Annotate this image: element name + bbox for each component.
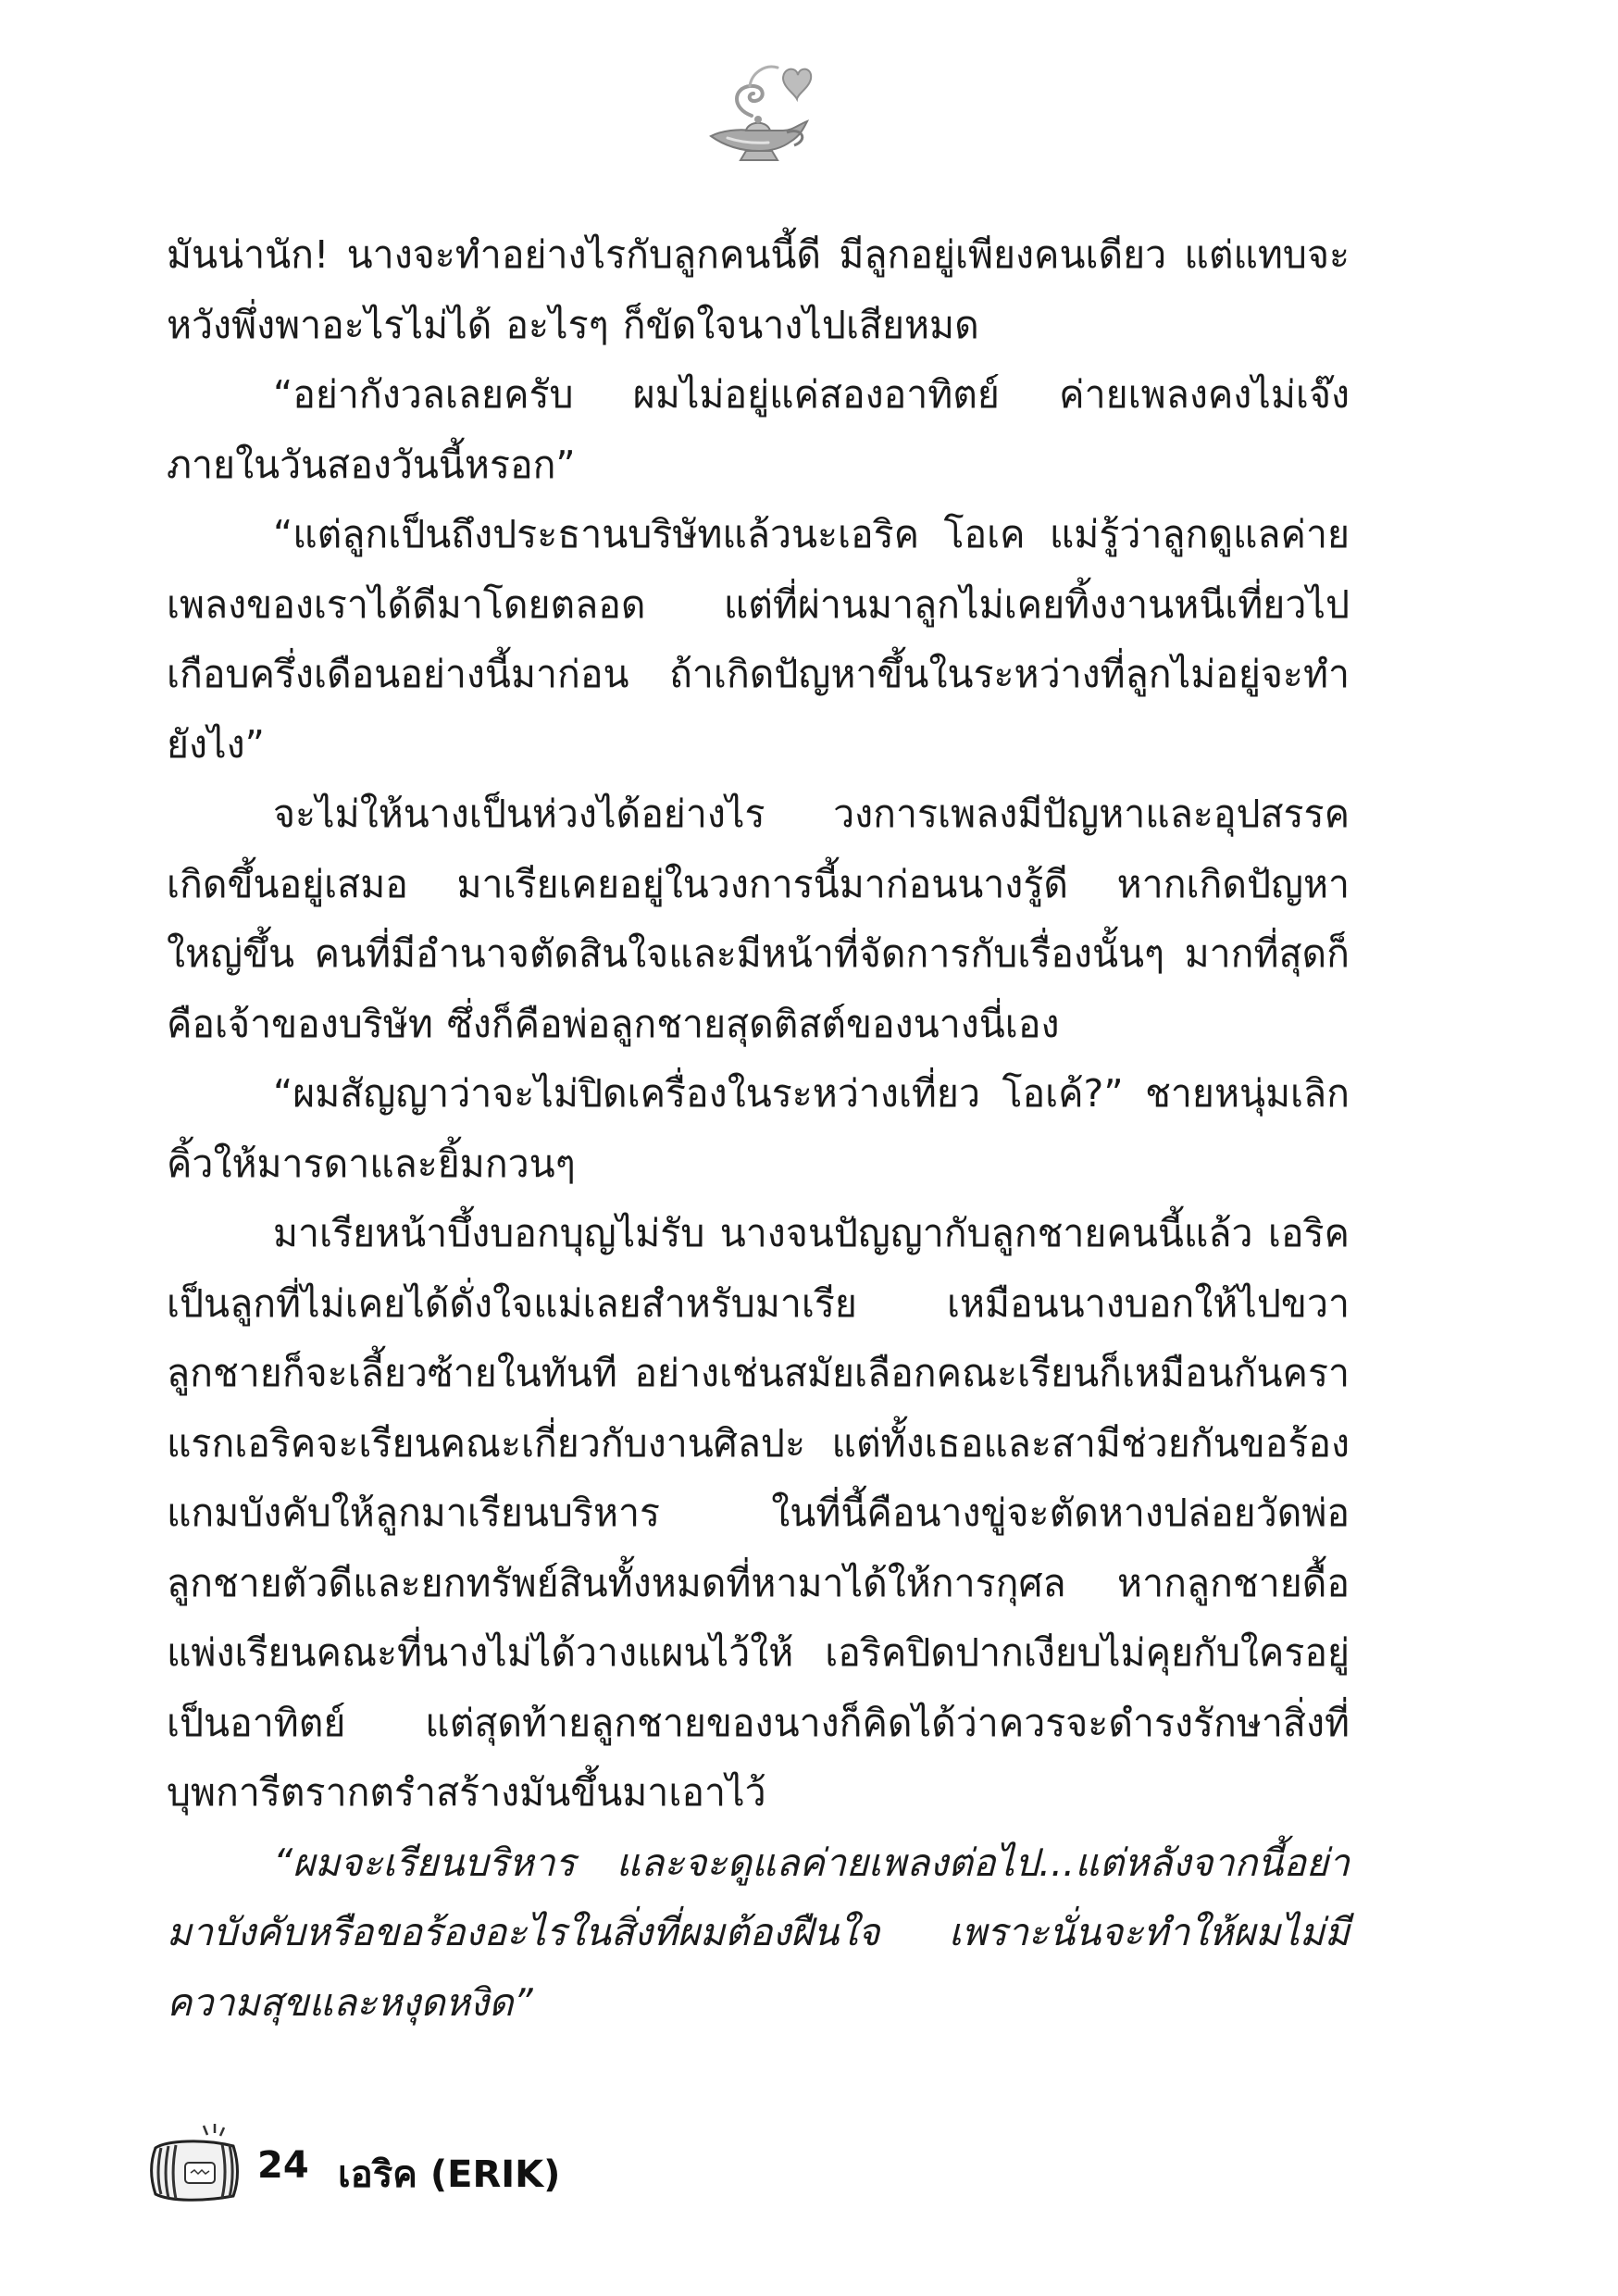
paragraph: มาเรียหน้าบึ้งบอกบุญไม่รับ นางจนปัญญากับลูกชายคนนี้แล้ว เอริคเป็นลูกที่ไม่เคยได้ดั่งใจแม่เลยสำหรับมาเรีย เหมือนนางบอกให้ไปขวาลูกชายก็จะเลี้ยวซ้ายในทันที อย่างเช่นสมัยเลือกคณะเรียนก็เหมือนกันคราแรกเอริคจะเรียนคณะเกี่ยวกับงานศิลปะ แต่ทั้งเธอและสามีช่วยกันขอร้องแกมบังคับให้ลูกมาเรียนบริหาร ในที่นี้คือนางขู่จะตัดหางปล่อยวัดพ่อลูกชายตัวดีและยกทรัพย์สินทั้งหมดที่หามาได้ให้การกุศล หากลูกชายดื้อแพ่งเรียนคณะที่นางไม่ได้วางแผนไว้ให้ เอริคปิดปากเงียบไม่คุยกับใครอยู่เป็นอาทิตย์ แต่สุดท้ายลูกชายของนางก็คิดได้ว่าควรจะดำรงรักษาสิ่งที่บุพการีตรากตรำสร้างมันขึ้นมาเอาไว้: [167, 1211, 1350, 1815]
paragraph: “แต่ลูกเป็นถึงประธานบริษัทแล้วนะเอริค โอเค แม่รู้ว่าลูกดูแลค่ายเพลงของเราได้ดีมาโดยตลอด แต่ที่ผ่านมาลูกไม่เคยทิ้งงานหนีเที่ยวไปเกือบครึ่งเดือนอย่างนี้มาก่อน ถ้าเกิดปัญหาขึ้นในระหว่างที่ลูกไม่อยู่จะทำยังไง”: [167, 512, 1350, 767]
body-text: [167, 220, 1350, 2038]
paragraph: “อย่ากังวลเลยครับ ผมไม่อยู่แค่สองอาทิตย์ ค่ายเพลงคงไม่เจ๊งภายในวันสองวันนี้หรอก”: [167, 372, 1350, 487]
page-number: 24: [257, 2144, 309, 2187]
pillow-icon: [148, 2120, 250, 2203]
book-title: เอริค (ERIK): [338, 2153, 561, 2196]
page-footer: [148, 2120, 796, 2203]
paragraph: จะไม่ให้นางเป็นห่วงได้อย่างไร วงการเพลงมีปัญหาและอุปสรรคเกิดขึ้นอยู่เสมอ มาเรียเคยอยู่ในวงการนี้มาก่อนนางรู้ดี หากเกิดปัญหาใหญ่ขึ้น คนที่มีอำนาจตัดสินใจและมีหน้าที่จัดการกับเรื่องนั้นๆ มากที่สุดก็คือเจ้าของบริษัท ซึ่งก็คือพ่อลูกชายสุดติสต์ของนางนี่เอง: [167, 792, 1350, 1046]
magic-lamp-ornament-icon: [694, 51, 824, 167]
paragraph-quote: “ผมจะเรียนบริหาร และจะดูแลค่ายเพลงต่อไป...แต่หลังจากนี้อย่ามาบังคับหรือขอร้องอะไรในสิ่งที่ผมต้องฝืนใจ เพราะนั่นจะทำให้ผมไม่มีความสุขและหงุดหงิด”: [167, 1840, 1350, 2025]
paragraph: มันน่านัก! นางจะทำอย่างไรกับลูกคนนี้ดี มีลูกอยู่เพียงคนเดียว แต่แทบจะหวังพึ่งพาอะไรไม่ได้ อะไรๆ ก็ขัดใจนางไปเสียหมด: [167, 232, 1350, 347]
paragraph: “ผมสัญญาว่าจะไม่ปิดเครื่องในระหว่างเที่ยว โอเค้?” ชายหนุ่มเลิกคิ้วให้มารดาและยิ้มกวนๆ: [167, 1071, 1350, 1186]
